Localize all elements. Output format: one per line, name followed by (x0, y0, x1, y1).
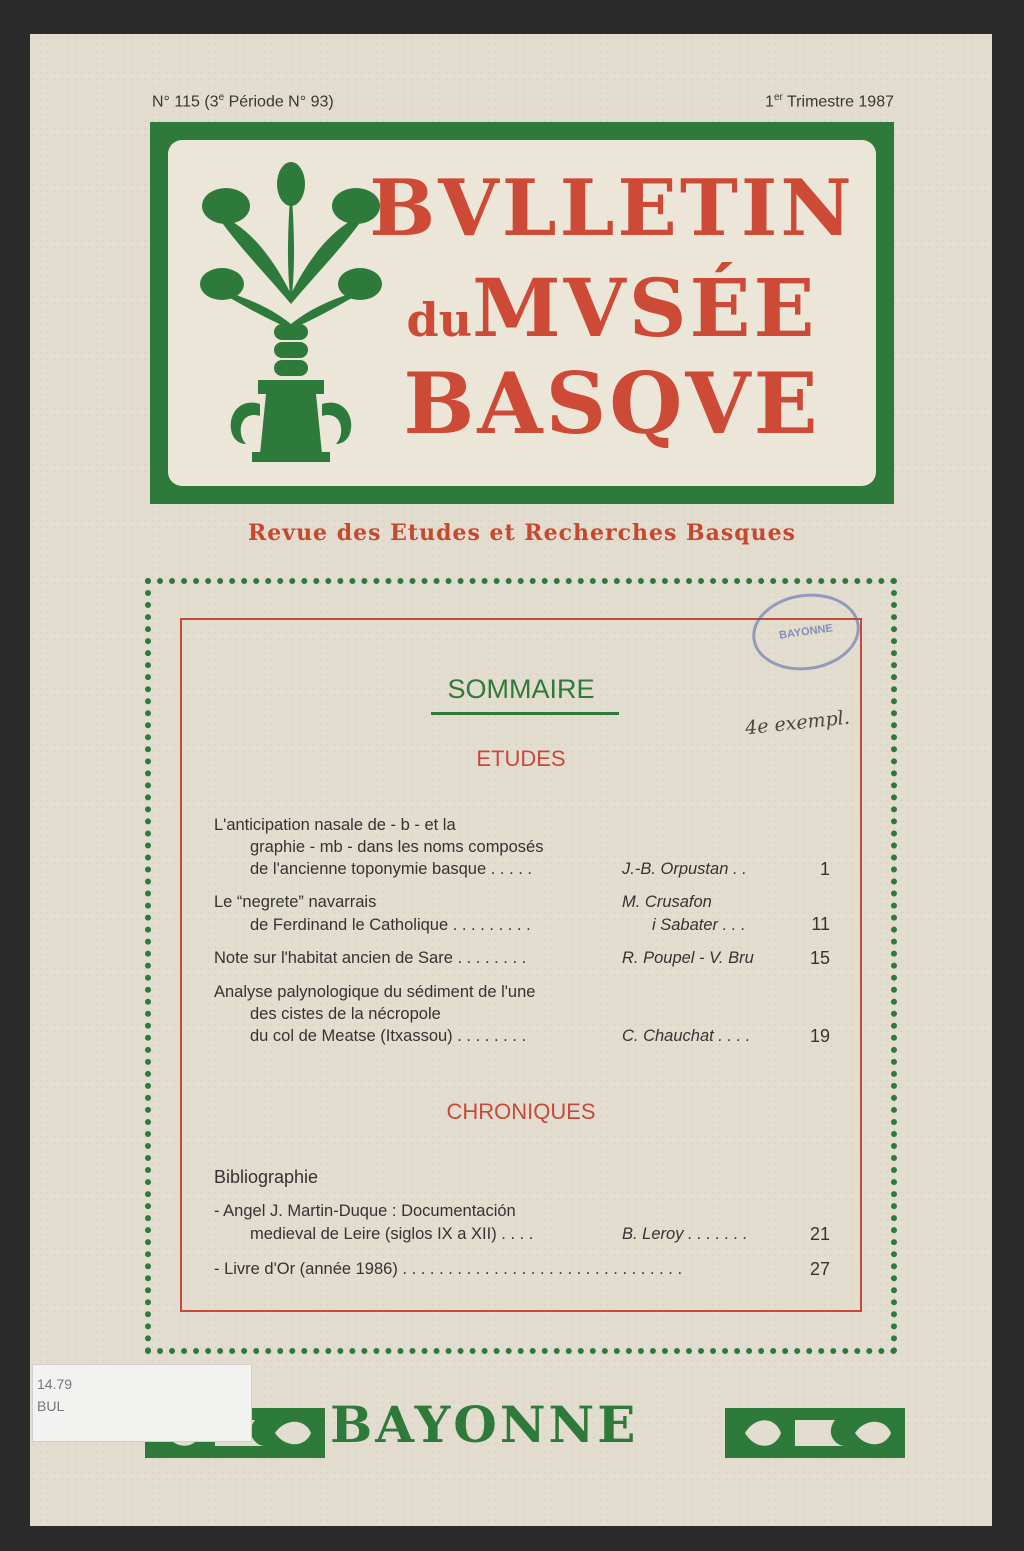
chronique-1-line-1: - Angel J. Martin-Duque : Documentación (214, 1202, 516, 1220)
chronique-2-line-1: - Livre d'Or (année 1986) . . . . . . . . . . . . . . . . . . . . . . . . . . . . . . . (214, 1260, 683, 1278)
entry-4-line-3: du col de Meatse (Itxassou) . . . . . . . . (250, 1027, 527, 1045)
entry-3-author: R. Poupel - V. Bru (622, 949, 754, 967)
title-line-basque: BASQVE (403, 354, 821, 453)
entry-2-line-1: Le “negrete” navarrais (214, 893, 377, 911)
entry-1-line-3: de l'ancienne toponymie basque . . . . . (250, 860, 532, 878)
library-label-line-2: BUL (37, 1398, 65, 1414)
entry-1-author: J.-B. Orpustan . . (622, 860, 747, 878)
chronique-1-line-2: medieval de Leire (siglos IX a XII) . . . . (250, 1225, 534, 1243)
title-line-musee: duMVSÉE (406, 261, 818, 355)
entry-1-line-1: L'anticipation nasale de - b - et la (214, 816, 456, 834)
sommaire-underline (431, 712, 619, 715)
entry-2-author-line-1: M. Crusafon (622, 893, 712, 911)
chronique-1-author: B. Leroy . . . . . . . (622, 1225, 748, 1243)
library-label-line-1: 14.79 (37, 1376, 73, 1392)
entry-2-page: 11 (811, 914, 830, 934)
entry-1-line-2: graphie - mb - dans les noms composés (250, 838, 544, 856)
sommaire-heading: SOMMAIRE (447, 674, 595, 704)
entry-4-page: 19 (809, 1026, 830, 1046)
title-panel (168, 140, 876, 486)
library-label (32, 1364, 252, 1442)
subtitle: Revue des Etudes et Recherches Basques (248, 520, 796, 546)
issue-number: N° 115 (3e Période N° 93) (152, 92, 334, 111)
entry-4-line-2: des cistes de la nécropole (250, 1005, 441, 1023)
entry-2-author-line-2: i Sabater . . . (652, 916, 746, 934)
footer-bayonne: BAYONNE (330, 1395, 639, 1454)
entry-4-line-1: Analyse palynologique du sédiment de l'une (214, 983, 536, 1001)
issue-quarter: 1er Trimestre 1987 (765, 92, 894, 111)
entry-3-line-1: Note sur l'habitat ancien de Sare . . . . . . . . (214, 949, 527, 967)
entry-3-page: 15 (809, 948, 830, 968)
chronique-2-page: 27 (809, 1259, 830, 1279)
entry-1-page: 1 (819, 859, 830, 879)
entry-4-author: C. Chauchat . . . . (622, 1027, 751, 1045)
etudes-heading: ETUDES (476, 746, 566, 771)
chroniques-heading: CHRONIQUES (446, 1099, 596, 1124)
title-line-bulletin: BVLLETIN (369, 163, 855, 254)
bibliographie-heading: Bibliographie (214, 1167, 319, 1187)
chronique-1-page: 21 (809, 1224, 830, 1244)
handwritten-note: 4e exempl. (744, 706, 851, 740)
entry-2-line-2: de Ferdinand le Catholique . . . . . . . . . (250, 916, 531, 934)
library-stamp: BAYONNE (747, 587, 865, 677)
plant-vase-emblem (196, 154, 386, 474)
title-frame (150, 122, 894, 504)
